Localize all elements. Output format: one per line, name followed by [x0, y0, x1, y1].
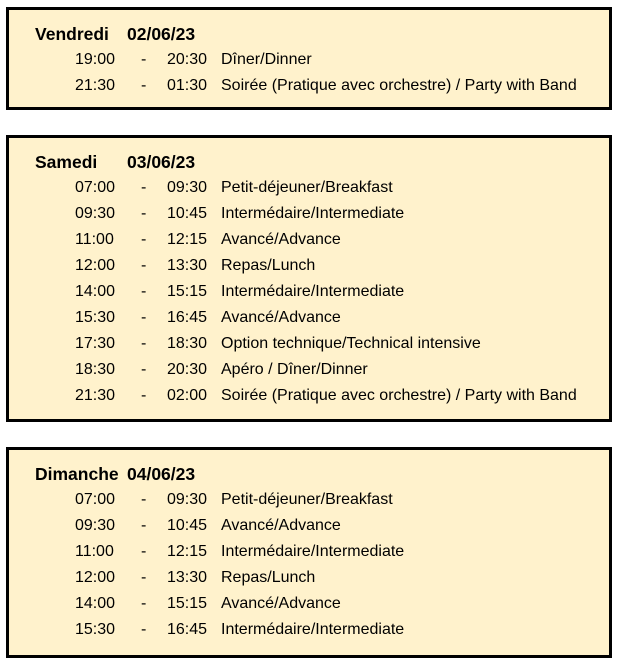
event-time-separator: -	[141, 361, 147, 378]
day-schedule-box	[6, 135, 612, 422]
day-name: Samedi	[35, 152, 98, 172]
event-list	[9, 47, 609, 99]
event-end-time: 15:15	[167, 283, 208, 300]
day-date: 04/06/23	[127, 464, 196, 484]
event-end-time: 18:30	[167, 335, 208, 352]
event-activity: Intermédaire/Intermediate	[221, 621, 405, 638]
event-start-time: 14:00	[75, 595, 116, 612]
event-row	[9, 357, 609, 383]
event-activity: Intermédaire/Intermediate	[221, 283, 405, 300]
event-row	[9, 253, 609, 279]
event-end-time: 01:30	[167, 77, 208, 94]
event-time-separator: -	[141, 621, 147, 638]
event-time-separator: -	[141, 257, 147, 274]
event-end-time: 13:30	[167, 257, 208, 274]
event-end-time: 13:30	[167, 569, 208, 586]
event-activity: Avancé/Advance	[221, 517, 341, 534]
event-time-separator: -	[141, 77, 147, 94]
day-schedule-box	[6, 447, 612, 658]
day-schedule-box	[6, 7, 612, 110]
event-time-separator: -	[141, 179, 147, 196]
event-end-time: 09:30	[167, 179, 208, 196]
event-time-separator: -	[141, 51, 147, 68]
event-end-time: 20:30	[167, 51, 208, 68]
event-activity: Avancé/Advance	[221, 595, 341, 612]
event-row	[9, 487, 609, 513]
event-end-time: 12:15	[167, 231, 208, 248]
day-date: 02/06/23	[127, 24, 196, 44]
event-start-time: 18:30	[75, 361, 116, 378]
event-start-time: 14:00	[75, 283, 116, 300]
event-time-separator: -	[141, 335, 147, 352]
event-start-time: 12:00	[75, 257, 116, 274]
event-row	[9, 201, 609, 227]
event-row	[9, 279, 609, 305]
event-row	[9, 383, 609, 409]
event-time-separator: -	[141, 387, 147, 404]
event-end-time: 10:45	[167, 205, 208, 222]
event-start-time: 15:30	[75, 621, 116, 638]
event-time-separator: -	[141, 569, 147, 586]
event-activity: Repas/Lunch	[221, 257, 316, 274]
day-header	[35, 462, 195, 486]
event-end-time: 16:45	[167, 621, 208, 638]
event-end-time: 20:30	[167, 361, 208, 378]
event-activity: Soirée (Pratique avec orchestre) / Party with Band	[221, 77, 577, 94]
event-start-time: 09:30	[75, 205, 116, 222]
event-list	[9, 487, 609, 643]
event-start-time: 19:00	[75, 51, 116, 68]
event-activity: Petit-déjeuner/Breakfast	[221, 491, 393, 508]
event-start-time: 17:30	[75, 335, 116, 352]
event-row	[9, 513, 609, 539]
event-activity: Dîner/Dinner	[221, 51, 312, 68]
event-activity: Petit-déjeuner/Breakfast	[221, 179, 393, 196]
event-row	[9, 227, 609, 253]
event-start-time: 07:00	[75, 491, 116, 508]
event-start-time: 15:30	[75, 309, 116, 326]
day-header	[35, 150, 195, 174]
event-end-time: 15:15	[167, 595, 208, 612]
day-name: Dimanche	[35, 464, 119, 484]
event-time-separator: -	[141, 491, 147, 508]
event-list	[9, 175, 609, 409]
event-start-time: 21:30	[75, 387, 116, 404]
event-row	[9, 175, 609, 201]
event-activity: Option technique/Technical intensive	[221, 335, 481, 352]
event-time-separator: -	[141, 543, 147, 560]
event-activity: Intermédaire/Intermediate	[221, 205, 405, 222]
day-date: 03/06/23	[127, 152, 196, 172]
event-end-time: 12:15	[167, 543, 208, 560]
event-row	[9, 591, 609, 617]
event-row	[9, 305, 609, 331]
event-time-separator: -	[141, 205, 147, 222]
event-start-time: 07:00	[75, 179, 116, 196]
event-row	[9, 73, 609, 99]
event-time-separator: -	[141, 517, 147, 534]
event-activity: Repas/Lunch	[221, 569, 316, 586]
event-start-time: 12:00	[75, 569, 116, 586]
event-row	[9, 331, 609, 357]
event-row	[9, 617, 609, 643]
event-row	[9, 47, 609, 73]
day-header	[35, 22, 195, 46]
event-time-separator: -	[141, 283, 147, 300]
event-row	[9, 539, 609, 565]
event-activity: Intermédaire/Intermediate	[221, 543, 405, 560]
event-start-time: 21:30	[75, 77, 116, 94]
event-end-time: 09:30	[167, 491, 208, 508]
event-start-time: 09:30	[75, 517, 116, 534]
event-start-time: 11:00	[75, 231, 114, 248]
event-activity: Avancé/Advance	[221, 231, 341, 248]
event-time-separator: -	[141, 595, 147, 612]
event-end-time: 02:00	[167, 387, 208, 404]
event-activity: Soirée (Pratique avec orchestre) / Party with Band	[221, 387, 577, 404]
event-activity: Avancé/Advance	[221, 309, 341, 326]
event-start-time: 11:00	[75, 543, 114, 560]
day-name: Vendredi	[35, 24, 109, 44]
event-end-time: 16:45	[167, 309, 208, 326]
event-time-separator: -	[141, 309, 147, 326]
event-end-time: 10:45	[167, 517, 208, 534]
event-activity: Apéro / Dîner/Dinner	[221, 361, 368, 378]
event-row	[9, 565, 609, 591]
event-time-separator: -	[141, 231, 147, 248]
